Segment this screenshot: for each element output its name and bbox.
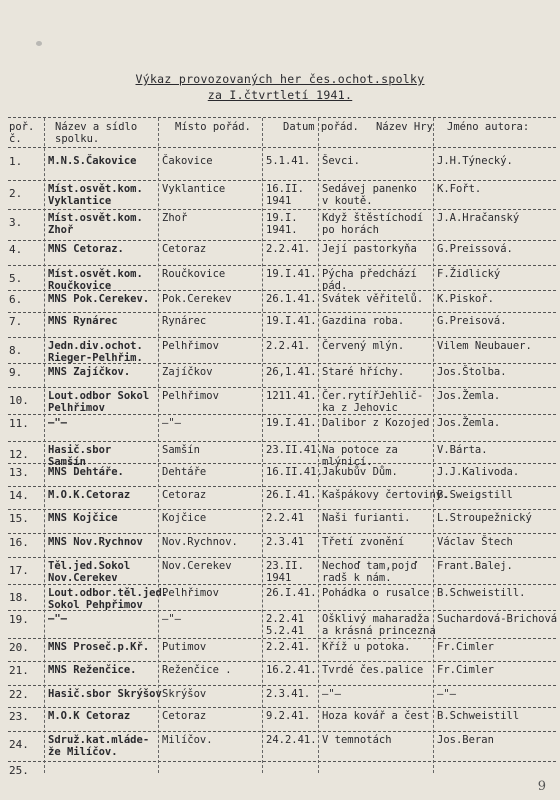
venue: –"– <box>162 613 181 625</box>
society-name <box>48 418 67 430</box>
venue: Samšín <box>162 444 200 456</box>
society-name-line: Hasič.sbor Skrýšov <box>48 688 162 700</box>
author-name: K.Fořt. <box>437 183 482 195</box>
society-name-line: Sdruž.kat.mláde- <box>48 734 150 746</box>
play-title <box>322 467 398 479</box>
society-name-line: M.O.K.Cetoraz <box>48 489 131 501</box>
author-name: B.Schweistill. <box>437 587 526 599</box>
author-name: K.Piskoř. <box>437 293 494 305</box>
table-row-divider <box>8 707 556 708</box>
document-subtitle: za I.čtvrtletí 1941. <box>207 88 353 102</box>
play-title-line: Třetí zvonění <box>322 536 405 548</box>
society-name <box>48 316 118 328</box>
play-title <box>322 735 392 747</box>
row-number: 5. <box>9 272 23 285</box>
table-row-divider <box>8 486 556 487</box>
performance-date-line: 16.II. <box>266 183 304 195</box>
play-title-line: Dalibor z Kozojed <box>322 417 430 429</box>
table-column-divider <box>433 118 434 773</box>
society-name <box>48 341 143 364</box>
performance-date-line: 19.I.41. <box>266 268 317 280</box>
author-name: J.J.Kalivoda. <box>437 466 520 478</box>
society-name <box>48 367 130 379</box>
row-number: 17. <box>9 564 29 577</box>
society-name <box>48 213 143 236</box>
row-number: 12. <box>9 448 29 461</box>
venue: Dehtáře <box>162 466 207 478</box>
venue: Vyklantice <box>162 183 226 195</box>
society-name-line: Rieger-Pelhřim. <box>48 351 143 364</box>
play-title <box>322 316 404 328</box>
performance-date <box>266 294 317 306</box>
performance-date <box>266 184 304 207</box>
performance-date-line: 2.3.41. <box>266 688 311 700</box>
play-title <box>322 184 417 207</box>
header-author: Jméno autora: <box>447 121 530 133</box>
society-name <box>48 735 149 758</box>
author-name: L.Stroupežnický <box>437 512 532 524</box>
performance-date <box>266 269 317 281</box>
play-title <box>322 391 423 414</box>
row-number: 6. <box>9 293 23 306</box>
performance-date <box>266 513 304 525</box>
venue: Zhoř <box>162 212 188 224</box>
author-name: G.Preisová. <box>437 315 507 327</box>
row-number: 3. <box>9 216 23 229</box>
performance-date-line: 26,1.41. <box>266 366 317 378</box>
society-name-line: M.N.S.Čakovice <box>48 155 137 167</box>
play-title-line: Kříž u potoka. <box>322 641 411 653</box>
society-name-line: –"– <box>48 613 67 625</box>
header-play: Název Hry <box>376 121 433 133</box>
author-name: Frant.Balej. <box>437 560 513 572</box>
paper-spot <box>36 41 42 46</box>
society-name <box>48 588 168 611</box>
row-number: 14. <box>9 489 29 502</box>
row-number: 10. <box>9 394 29 407</box>
performance-date <box>266 341 310 353</box>
author-name: B.Sweigstill <box>437 489 513 501</box>
society-name-line: Míst.osvět.kom. <box>48 268 143 280</box>
venue: Cetoraz <box>162 243 207 255</box>
performance-date-line: 1941 <box>266 571 292 584</box>
venue: Kojčice <box>162 512 207 524</box>
play-title <box>322 294 423 306</box>
venue: Pelhřimov <box>162 340 219 352</box>
row-number: 1. <box>9 155 23 168</box>
table-row-divider <box>8 337 556 338</box>
play-title <box>322 156 360 168</box>
author-name: Jos.Štolba. <box>437 366 507 378</box>
society-name <box>48 711 130 723</box>
play-title-line: Pohádka o rusalce <box>322 587 430 599</box>
author-name: F.Židlický <box>437 268 501 280</box>
performance-date-line: 16.2.41. <box>266 664 317 676</box>
play-title <box>322 689 341 701</box>
society-name <box>48 294 149 306</box>
author-name: V.Bárta. <box>437 444 488 456</box>
society-name <box>48 467 124 479</box>
venue: Pok.Cerekev <box>162 293 232 305</box>
row-number: 11. <box>9 417 29 430</box>
table-column-divider <box>158 118 159 773</box>
society-name-line: MNS Pok.Cerekev. <box>48 293 150 305</box>
table-row-divider <box>8 312 556 313</box>
play-title <box>322 588 429 600</box>
table-row-divider <box>8 117 556 118</box>
header-date: Datum pořád. <box>283 121 359 133</box>
performance-date-line: 16.II.41. <box>266 466 323 478</box>
play-title <box>322 213 423 236</box>
table-row-divider <box>8 557 556 558</box>
performance-date <box>266 244 310 256</box>
performance-date-line: 19.I.41. <box>266 417 317 429</box>
play-title-line: pád. <box>322 279 348 292</box>
play-title-line: v koutě. <box>322 194 373 207</box>
performance-date-line: 2.3.41 <box>266 536 304 548</box>
society-name <box>48 642 149 654</box>
row-number: 20. <box>9 641 29 654</box>
performance-date-line: 1941 <box>266 194 292 207</box>
society-name <box>48 445 111 468</box>
society-name-line: MNS Rynárec <box>48 315 118 327</box>
society-name-line: Samšín <box>48 455 86 468</box>
table-row-divider <box>8 533 556 534</box>
venue: Čakovice <box>162 155 213 167</box>
play-title <box>322 614 436 637</box>
venue: Skrýšov <box>162 688 207 700</box>
play-title-line: Staré hříchy. <box>322 366 405 378</box>
table-row-divider <box>8 147 556 148</box>
venue: Rynárec <box>162 315 207 327</box>
society-name-line: MNS Zajíčkov. <box>48 366 131 378</box>
performance-date <box>266 711 310 723</box>
society-name-line: Hasič.sbor <box>48 444 112 456</box>
author-name: Fr.Cimler <box>437 641 494 653</box>
row-number: 16. <box>9 536 29 549</box>
society-name <box>48 244 124 256</box>
venue: Nov.Cerekev <box>162 560 232 572</box>
play-title <box>322 537 404 549</box>
performance-date-line: 1211.41. <box>266 390 317 402</box>
row-number: 15. <box>9 512 29 525</box>
venue: –"– <box>162 417 181 429</box>
performance-date <box>266 467 323 479</box>
play-title-line: Svátek věřitelů. <box>322 293 424 305</box>
author-name: Fr.Cimler <box>437 664 494 676</box>
row-number: 23. <box>9 710 29 723</box>
row-number: 24. <box>9 738 29 751</box>
table-column-divider <box>262 118 263 773</box>
venue: Cetoraz <box>162 710 207 722</box>
play-title <box>322 642 411 654</box>
performance-date <box>266 689 310 701</box>
venue: Putimov <box>162 641 207 653</box>
author-name: G.Preissová. <box>437 243 513 255</box>
performance-date-line: 2.2.41. <box>266 641 311 653</box>
venue: Nov.Rychnov. <box>162 536 238 548</box>
society-name-line: MNS Kojčice <box>48 512 118 524</box>
play-title <box>322 445 398 468</box>
play-title-line: Naši furianti. <box>322 512 411 524</box>
row-number: 8. <box>9 344 23 357</box>
performance-date <box>266 445 323 457</box>
performance-date <box>266 316 317 328</box>
society-name-line: že Milíčov. <box>48 745 118 758</box>
row-number: 9. <box>9 366 23 379</box>
row-number: 18. <box>9 591 29 604</box>
play-title-line: Pýcha předchází <box>322 268 417 280</box>
page-number: 9 <box>537 779 546 794</box>
play-title-line: Její pastorkyňa <box>322 243 417 255</box>
society-name <box>48 184 143 207</box>
table-row-divider <box>8 685 556 686</box>
table-column-divider <box>44 118 45 773</box>
society-name-line: Pelhřimov <box>48 401 105 414</box>
play-title-line: Ošklivý maharadža <box>322 613 430 625</box>
play-title-line: Gazdina roba. <box>322 315 405 327</box>
performance-date <box>266 367 317 379</box>
author-name: Vilem Neubauer. <box>437 340 532 352</box>
play-title-line: ka z Jehovic <box>322 401 398 414</box>
society-name <box>48 665 137 677</box>
play-title <box>322 418 429 430</box>
play-title <box>322 490 448 502</box>
society-name-line: Jedn.div.ochot. <box>48 340 143 352</box>
performance-date-line: 19.I. <box>266 212 298 224</box>
table-row-divider <box>8 731 556 732</box>
play-title-line: Čer.rytířJehlič- <box>322 390 424 402</box>
table-row-divider <box>8 387 556 388</box>
society-name <box>48 689 162 701</box>
society-name <box>48 490 130 502</box>
performance-date <box>266 561 304 584</box>
header-place: Místo pořád. <box>175 121 251 133</box>
play-title-line: Na potoce za <box>322 444 398 456</box>
performance-date <box>266 490 317 502</box>
society-name <box>48 391 149 414</box>
play-title-line: Když štěstíchodí <box>322 212 424 224</box>
performance-date-line: 1941. <box>266 223 298 236</box>
play-title <box>322 665 423 677</box>
row-number: 25. <box>9 764 29 777</box>
society-name <box>48 537 143 549</box>
play-title-line: Kašpákovy čertoviny. <box>322 489 449 501</box>
author-name: Jos.Žemla. <box>437 390 501 402</box>
society-name-line: Roučkovice <box>48 279 112 292</box>
performance-date-line: 5.2.41 <box>266 624 304 637</box>
performance-date-line: 23.II. <box>266 560 304 572</box>
society-name-line: MNS Proseč.p.Kř. <box>48 641 150 653</box>
performance-date-line: 2.2.41 <box>266 512 304 524</box>
performance-date <box>266 156 310 168</box>
venue: Zajíčkov <box>162 366 213 378</box>
table-row-divider <box>8 584 556 585</box>
author-name: J.H.Týnecký. <box>437 155 513 167</box>
performance-date <box>266 213 298 236</box>
performance-date-line: 23.II.41. <box>266 444 323 456</box>
row-number: 21. <box>9 664 29 677</box>
table-row-divider <box>8 509 556 510</box>
performance-date-line: 24.2.41. <box>266 734 317 746</box>
society-name-line: Těl.jed.Sokol <box>48 560 131 572</box>
play-title <box>322 561 417 584</box>
document-title: Výkaz provozovaných her čes.ochot.spolky <box>135 72 425 86</box>
play-title <box>322 244 417 256</box>
performance-date-line: 2.2.41. <box>266 243 311 255</box>
play-title-line: Sedávej panenko <box>322 183 417 195</box>
play-title <box>322 513 411 525</box>
play-title-line: Tvrdé čes.palice <box>322 664 424 676</box>
table-row-divider <box>8 265 556 266</box>
table-row-divider <box>8 209 556 210</box>
society-name-line: Lout.odbor.těl.jed. <box>48 587 169 599</box>
society-name <box>48 156 137 168</box>
performance-date-line: 2.2.41. <box>266 340 311 352</box>
play-title-line: Hoza kovář a čest <box>322 710 430 722</box>
header-num: poř. č. <box>9 121 35 145</box>
performance-date <box>266 642 310 654</box>
table-row-divider <box>8 180 556 181</box>
table-row-divider <box>8 441 556 442</box>
author-name: J.A.Hračanský <box>437 212 520 224</box>
venue: Pelhřimov <box>162 587 219 599</box>
row-number: 7. <box>9 315 23 328</box>
play-title-line: V temnotách <box>322 734 392 746</box>
performance-date <box>266 588 317 600</box>
author-name: Jos.Beran <box>437 734 494 746</box>
row-number: 2. <box>9 187 23 200</box>
author-name: –"– <box>437 688 456 700</box>
society-name <box>48 269 143 292</box>
performance-date <box>266 418 317 430</box>
play-title <box>322 269 417 292</box>
performance-date-line: 2.2.41 <box>266 613 304 625</box>
society-name-line: Vyklantice <box>48 194 112 207</box>
table-row-divider <box>8 638 556 639</box>
society-name <box>48 513 118 525</box>
society-name <box>48 561 130 584</box>
row-number: 19. <box>9 613 29 626</box>
society-name-line: MNS Cetoraz. <box>48 243 124 255</box>
society-name-line: Sokol Pehpřimov <box>48 598 143 611</box>
play-title <box>322 711 429 723</box>
table-row-divider <box>8 414 556 415</box>
play-title-line: po horách <box>322 223 379 236</box>
society-name-line: M.O.K Cetoraz <box>48 710 131 722</box>
play-title-line: mlýnicí. <box>322 455 373 468</box>
performance-date <box>266 735 317 747</box>
row-number: 4. <box>9 243 23 256</box>
performance-date <box>266 537 304 549</box>
venue: Roučkovice <box>162 268 226 280</box>
venue: Cetoraz <box>162 489 207 501</box>
performance-date-line: 26.I.41. <box>266 587 317 599</box>
performance-date-line: 26.1.41. <box>266 293 317 305</box>
society-name-line: Míst.osvět.kom. <box>48 212 143 224</box>
header-name: Název a sídlo spolku. <box>55 121 138 145</box>
performance-date-line: 5.1.41. <box>266 155 311 167</box>
author-name: Jos.Žemla. <box>437 417 501 429</box>
venue: Reženčice . <box>162 664 232 676</box>
society-name-line: MNS Dehtáře. <box>48 466 124 478</box>
play-title-line: Červený mlýn. <box>322 340 405 352</box>
play-title-line: Nechoď tam,pojď <box>322 560 417 572</box>
play-title <box>322 367 404 379</box>
author-name: Václav Štech <box>437 536 513 548</box>
performance-date-line: 26.I.41. <box>266 489 317 501</box>
play-title-line: Ševci. <box>322 155 360 167</box>
play-title <box>322 341 404 353</box>
society-name-line: Lout.odbor Sokol <box>48 390 150 402</box>
society-name <box>48 614 67 626</box>
play-title-line: Jakubův Dům. <box>322 466 398 478</box>
performance-date <box>266 391 317 403</box>
author-name: Suchardová-Brichová <box>437 613 558 625</box>
venue: Pelhřimov <box>162 390 219 402</box>
table-row-divider <box>8 661 556 662</box>
table-row-divider <box>8 761 556 762</box>
society-name-line: MNS Reženčice. <box>48 664 137 676</box>
society-name-line: Míst.osvět.kom. <box>48 183 143 195</box>
performance-date-line: 9.2.41. <box>266 710 311 722</box>
society-name-line: –"– <box>48 417 67 429</box>
performance-date <box>266 614 304 637</box>
row-number: 13. <box>9 466 29 479</box>
society-name-line: Zhoř <box>48 223 74 236</box>
society-name-line: MNS Nov.Rychnov <box>48 536 143 548</box>
society-name-line: Nov.Cerekev <box>48 571 118 584</box>
row-number: 22. <box>9 688 29 701</box>
author-name: B.Schweistill <box>437 710 520 722</box>
play-title-line: radš k nám. <box>322 571 392 584</box>
play-title-line: a krásná princezna <box>322 624 436 637</box>
table-row-divider <box>8 240 556 241</box>
venue: Milíčov. <box>162 734 213 746</box>
play-title-line: –"– <box>322 688 341 700</box>
performance-date <box>266 665 317 677</box>
performance-date-line: 19.I.41. <box>266 315 317 327</box>
